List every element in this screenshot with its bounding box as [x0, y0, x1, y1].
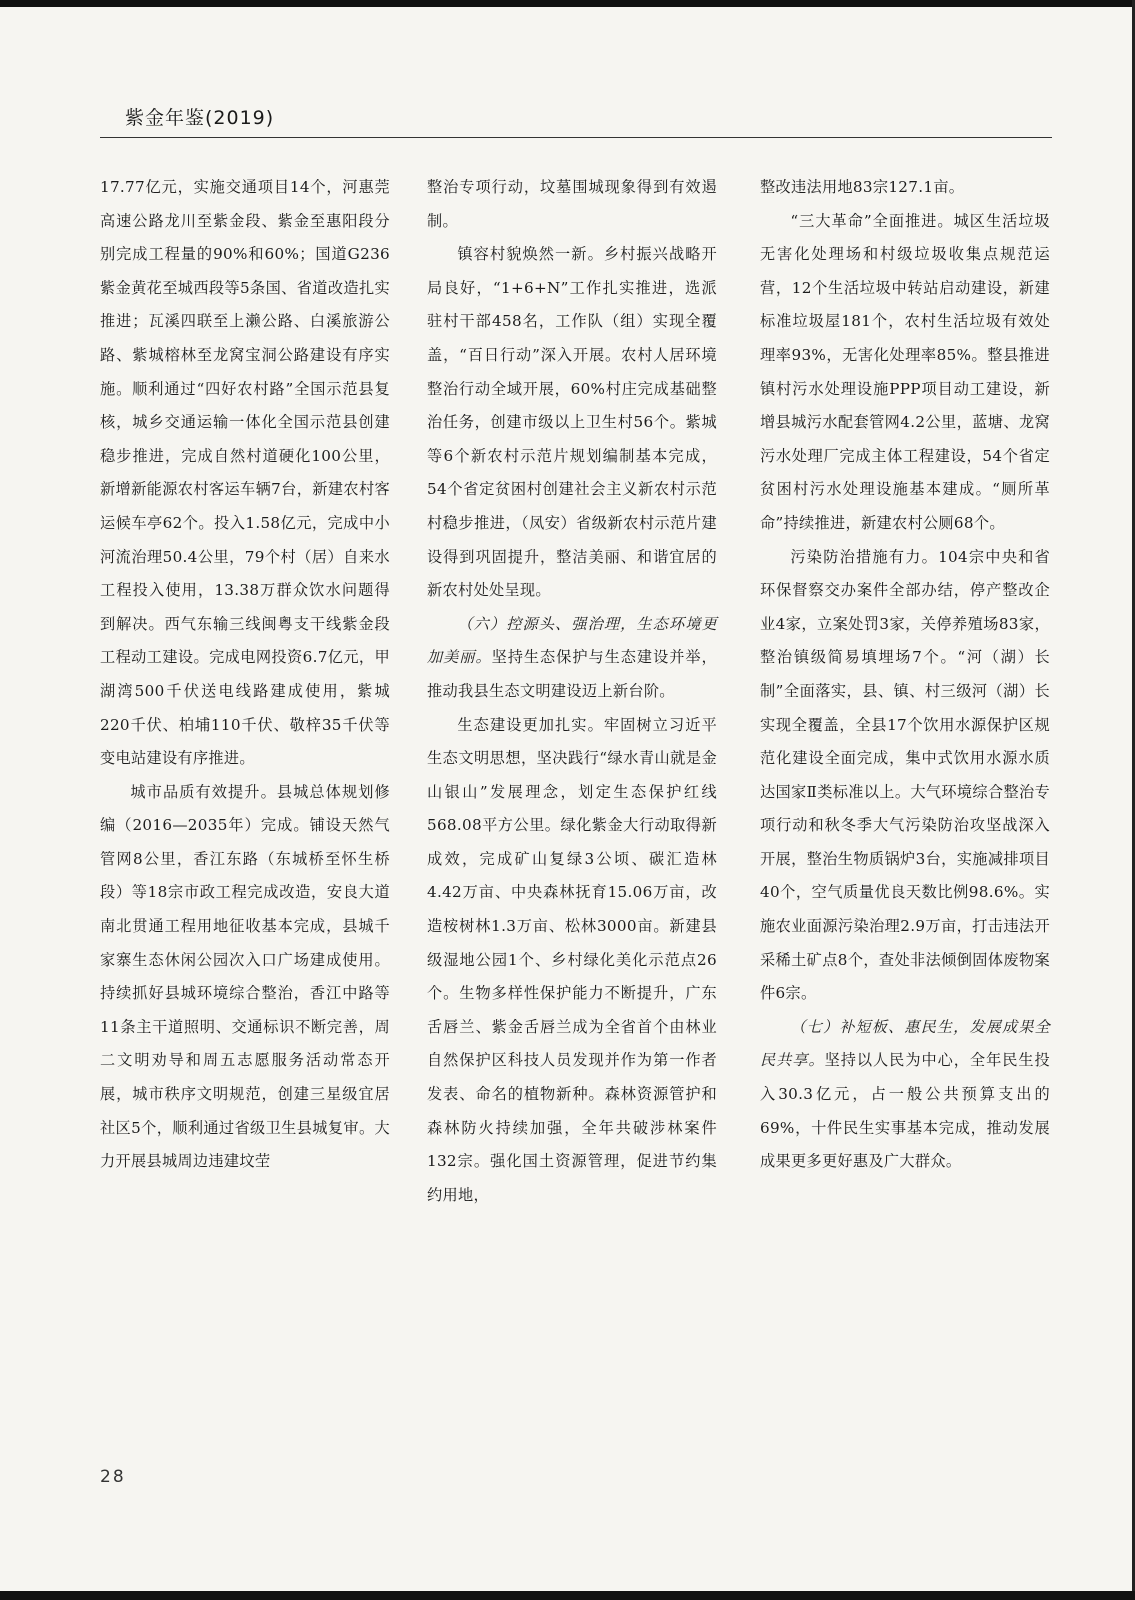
- page-number: 28: [100, 1467, 126, 1487]
- header-rule: [100, 137, 1052, 138]
- scan-border-bottom: [0, 1591, 1135, 1600]
- paragraph: 整改违法用地83宗127.1亩。: [760, 178, 965, 196]
- scan-border-top: [0, 0, 1135, 7]
- paragraph: 污染防治措施有力。104宗中央和省环保督察交办案件全部办结，停产整改企业4家，立案处罚3家，关停养殖场83家，整治镇级简易填埋场7个。“河（湖）长制”全面落实，县、镇、村三级河（湖）长实现全覆盖，全县17个饮用水源保护区规范化建设全面完成，集中式饮用水源水质达国家Ⅱ类标准以上。大气环境综合整治专项行动和秋冬季大气污染防治攻坚战深入开展，整治生物质锅炉3台，实施减排项目40个，空气质量优良天数比例98.6%。实施农业面源污染治理2.9万亩，打击违法开采稀土矿点8个，查处非法倾倒固体废物案件6宗。: [760, 547, 1050, 1003]
- text-column-1: [100, 171, 390, 1179]
- paragraph: 整治专项行动，坟墓围城现象得到有效遏制。: [427, 178, 717, 230]
- text-column-3: [760, 171, 1050, 1179]
- section-heading: （六）控源头、强治理，生态环境更加美丽。: [427, 614, 717, 667]
- section-text: 坚持以人民为中心，全年民生投入30.3亿元，占一般公共预算支出的69%，十件民生实事基本完成，推动发展成果更多更好惠及广大群众。: [760, 1051, 1050, 1171]
- paragraph: “三大革命”全面推进。城区生活垃圾无害化处理场和村级垃圾收集点规范运营，12个生活垃圾中转站启动建设，新建标准垃圾屋181个，农村生活垃圾有效处理率93%，无害化处理率85%。整县推进镇村污水处理设施PPP项目动工建设，新增县城污水配套管网4.2公里，蓝塘、龙窝污水处理厂完成主体工程建设，54个省定贫困村污水处理设施基本建成。“厕所革命”持续推进，新建农村公厕68个。: [760, 211, 1050, 532]
- paragraph: 城市品质有效提升。县城总体规划修编（2016—2035年）完成。铺设天然气管网8公里，香江东路（东城桥至怀生桥段）等18宗市政工程完成改造，安良大道南北贯通工程用地征收基本完成，县城千家寨生态休闲公园次入口广场建成使用。持续抓好县城环境综合整治，香江中路等11条主干道照明、交通标识不断完善，周二文明劝导和周五志愿服务活动常态开展，城市秩序文明规范，创建三星级宜居社区5个，顺利通过省级卫生县城复审。大力开展县城周边违建坟茔: [100, 782, 390, 1171]
- paragraph: 生态建设更加扎实。牢固树立习近平生态文明思想，坚决践行“绿水青山就是金山银山”发展理念，划定生态保护红线568.08平方公里。绿化紫金大行动取得新成效，完成矿山复绿3公顷、碳汇造林4.42万亩、中央森林抚育15.06万亩，改造桉树林1.3万亩、松林3000亩。新建县级湿地公园1个、乡村绿化美化示范点26个。生物多样性保护能力不断提升，广东舌唇兰、紫金舌唇兰成为全省首个由林业自然保护区科技人员发现并作为第一作者发表、命名的植物新种。森林资源管护和森林防火持续加强，全年共破涉林案件132宗。强化国土资源管理，促进节约集约用地，: [427, 715, 717, 1204]
- section-paragraph: [760, 1011, 1050, 1179]
- section-paragraph: [427, 608, 717, 709]
- paragraph: 17.77亿元，实施交通项目14个，河惠莞高速公路龙川至紫金段、紫金至惠阳段分别完成工程量的90%和60%；国道G236紫金黄花至城西段等5条国、省道改造扎实推进；瓦溪四联至上濑公路、白溪旅游公路、紫城榕林至龙窝宝洞公路建设有序实施。顺利通过“四好农村路”全国示范县复核，城乡交通运输一体化全国示范县创建稳步推进，完成自然村道硬化100公里，新增新能源农村客运车辆7台，新建农村客运候车亭62个。投入1.58亿元，完成中小河流治理50.4公里，79个村（居）自来水工程投入使用，13.38万群众饮水问题得到解决。西气东输三线闽粤支干线紫金段工程动工建设。完成电网投资6.7亿元，甲湖湾500千伏送电线路建成使用，紫城220千伏、柏埔110千伏、敬梓35千伏等变电站建设有序推进。: [100, 178, 390, 768]
- section-text: 坚持生态保护与生态建设并举，推动我县生态文明建设迈上新台阶。: [427, 648, 717, 700]
- text-column-2: [427, 171, 717, 1212]
- section-heading: （七）补短板、惠民生，发展成果全民共享。: [760, 1017, 1050, 1070]
- paragraph: 镇容村貌焕然一新。乡村振兴战略开局良好，“1+6+N”工作扎实推进，选派驻村干部458名，工作队（组）实现全覆盖，“百日行动”深入开展。农村人居环境整治行动全域开展，60%村庄完成基础整治任务，创建市级以上卫生村56个。紫城等6个新农村示范片规划编制基本完成，54个省定贫困村创建社会主义新农村示范村稳步推进，（凤安）省级新农村示范片建设得到巩固提升，整洁美丽、和谐宜居的新农村处处呈现。: [427, 245, 717, 600]
- running-header-title: 紫金年鉴(2019): [125, 107, 275, 129]
